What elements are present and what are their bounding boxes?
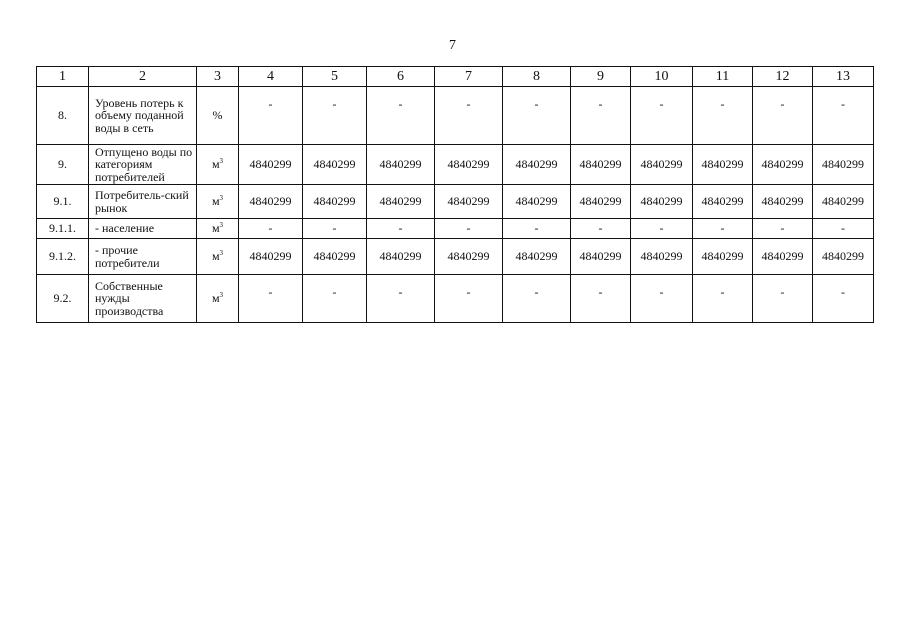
value-cell: 4840299 xyxy=(503,145,571,185)
value-cell: 4840299 xyxy=(239,239,303,275)
value-cell: 4840299 xyxy=(303,145,367,185)
unit-label: м xyxy=(211,157,220,171)
column-number: 9 xyxy=(571,67,631,87)
value-cell: - xyxy=(239,219,303,239)
row-number: 8. xyxy=(37,87,89,145)
value-cell: 4840299 xyxy=(693,185,753,219)
row-number: 9.1.1. xyxy=(37,219,89,239)
row-number: 9.2. xyxy=(37,275,89,323)
value-cell: - xyxy=(813,219,874,239)
table-row xyxy=(37,219,874,239)
column-number: 7 xyxy=(435,67,503,87)
value-cell: - xyxy=(571,219,631,239)
value-cell: - xyxy=(813,87,874,145)
value-cell: 4840299 xyxy=(435,239,503,275)
value-cell: - xyxy=(693,87,753,145)
column-number: 10 xyxy=(631,67,693,87)
value-cell: 4840299 xyxy=(503,239,571,275)
column-number: 13 xyxy=(813,67,874,87)
value-cell: 4840299 xyxy=(753,145,813,185)
indicator-name: - население xyxy=(89,219,197,239)
column-number: 11 xyxy=(693,67,753,87)
value-cell: - xyxy=(631,275,693,323)
value-cell: 4840299 xyxy=(367,185,435,219)
value-cell: - xyxy=(303,275,367,323)
value-cell: - xyxy=(693,275,753,323)
table-row xyxy=(37,145,874,185)
unit-label: м xyxy=(211,194,220,208)
data-table xyxy=(36,66,874,323)
value-cell: 4840299 xyxy=(503,185,571,219)
value-cell: - xyxy=(435,219,503,239)
column-number: 5 xyxy=(303,67,367,87)
value-cell: - xyxy=(239,275,303,323)
value-cell: - xyxy=(303,87,367,145)
unit-exponent: 3 xyxy=(219,249,224,257)
column-number: 8 xyxy=(503,67,571,87)
value-cell: 4840299 xyxy=(303,185,367,219)
value-cell: - xyxy=(631,219,693,239)
unit-exponent: 3 xyxy=(219,194,224,202)
value-cell: 4840299 xyxy=(303,239,367,275)
indicator-name: - прочие потребители xyxy=(89,239,197,275)
unit-cell xyxy=(197,145,239,185)
value-cell: 4840299 xyxy=(813,145,874,185)
value-cell: 4840299 xyxy=(435,185,503,219)
column-number: 3 xyxy=(197,67,239,87)
row-number: 9.1.2. xyxy=(37,239,89,275)
value-cell: - xyxy=(753,219,813,239)
value-cell: 4840299 xyxy=(571,185,631,219)
value-cell: - xyxy=(503,219,571,239)
value-cell: 4840299 xyxy=(571,239,631,275)
unit-label: м xyxy=(211,221,220,235)
value-cell: - xyxy=(435,275,503,323)
value-cell: - xyxy=(367,87,435,145)
indicator-name: Собственные нужды производства xyxy=(89,275,197,323)
value-cell: - xyxy=(239,87,303,145)
unit-exponent: 3 xyxy=(219,291,224,299)
column-number-row xyxy=(37,67,874,87)
value-cell: 4840299 xyxy=(631,185,693,219)
value-cell: 4840299 xyxy=(367,145,435,185)
column-number: 4 xyxy=(239,67,303,87)
unit-cell xyxy=(197,275,239,323)
row-number: 9. xyxy=(37,145,89,185)
unit-exponent: 3 xyxy=(219,221,224,229)
value-cell: - xyxy=(631,87,693,145)
table-row xyxy=(37,87,874,145)
table-row xyxy=(37,239,874,275)
value-cell: 4840299 xyxy=(693,239,753,275)
unit-label: % xyxy=(212,108,223,122)
value-cell: - xyxy=(571,87,631,145)
value-cell: - xyxy=(503,275,571,323)
indicator-name: Уровень потерь к объему поданной воды в сеть xyxy=(89,87,197,145)
value-cell: 4840299 xyxy=(239,185,303,219)
value-cell: 4840299 xyxy=(631,145,693,185)
value-cell: - xyxy=(367,275,435,323)
row-number: 9.1. xyxy=(37,185,89,219)
value-cell: - xyxy=(503,87,571,145)
unit-cell xyxy=(197,87,239,145)
unit-exponent: 3 xyxy=(219,157,224,165)
page-number: 7 xyxy=(449,38,456,53)
value-cell: 4840299 xyxy=(753,185,813,219)
table-row xyxy=(37,185,874,219)
value-cell: 4840299 xyxy=(753,239,813,275)
value-cell: - xyxy=(753,87,813,145)
value-cell: 4840299 xyxy=(239,145,303,185)
column-number: 12 xyxy=(753,67,813,87)
table-row xyxy=(37,275,874,323)
unit-cell xyxy=(197,185,239,219)
value-cell: 4840299 xyxy=(813,239,874,275)
unit-label: м xyxy=(211,291,220,305)
value-cell: - xyxy=(753,275,813,323)
column-number: 1 xyxy=(37,67,89,87)
value-cell: 4840299 xyxy=(571,145,631,185)
value-cell: - xyxy=(571,275,631,323)
value-cell: 4840299 xyxy=(631,239,693,275)
unit-label: м xyxy=(211,249,220,263)
unit-cell xyxy=(197,239,239,275)
value-cell: 4840299 xyxy=(367,239,435,275)
indicator-name: Отпущено воды по категориям потребителей xyxy=(89,145,197,185)
value-cell: 4840299 xyxy=(435,145,503,185)
value-cell: 4840299 xyxy=(693,145,753,185)
indicator-name: Потребитель-ский рынок xyxy=(89,185,197,219)
value-cell: - xyxy=(693,219,753,239)
value-cell: - xyxy=(303,219,367,239)
value-cell: - xyxy=(813,275,874,323)
value-cell: - xyxy=(367,219,435,239)
unit-cell xyxy=(197,219,239,239)
value-cell: 4840299 xyxy=(813,185,874,219)
value-cell: - xyxy=(435,87,503,145)
column-number: 6 xyxy=(367,67,435,87)
column-number: 2 xyxy=(89,67,197,87)
